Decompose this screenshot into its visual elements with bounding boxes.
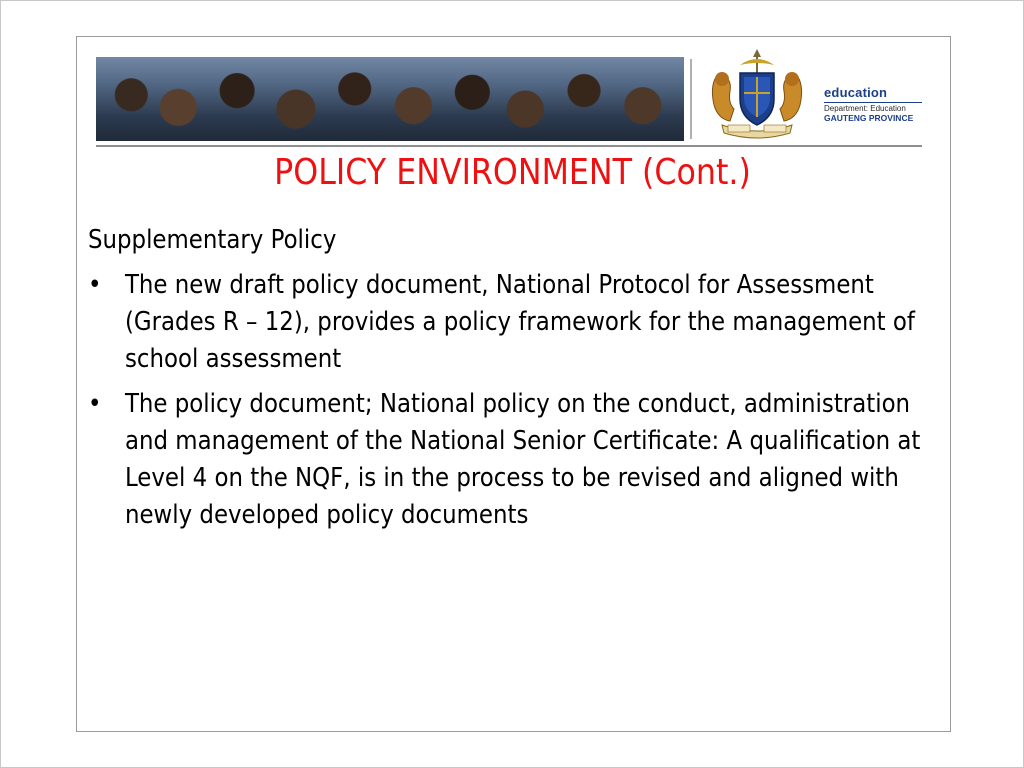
bullet-item — [88, 386, 933, 534]
bullet-mark: • — [88, 389, 102, 419]
bullet-item — [88, 267, 933, 378]
department-name: education — [824, 85, 888, 100]
header-banner — [96, 57, 922, 147]
banner-rule — [96, 145, 922, 147]
slide-body — [88, 222, 948, 542]
department-logo-text — [824, 85, 922, 123]
province-name: GAUTENG PROVINCE — [824, 113, 914, 123]
children-photo — [96, 57, 684, 141]
subheading: Supplementary Policy — [88, 225, 337, 255]
bullet-text: The new draft policy document, National Protocol for Assessment (Grades R – 12), provides a policy framework for the management of school assessment — [124, 270, 915, 374]
bullet-list — [88, 267, 933, 534]
banner-divider — [690, 59, 692, 139]
slide-title: POLICY ENVIRONMENT (Cont.) — [274, 152, 751, 193]
department-subtitle: Department: Education — [824, 102, 922, 113]
bullet-text: The policy document; National policy on the conduct, administration and management of the National Senior Certificate: A qualification at Level 4 on the NQF, is in the process to be revised and aligned with newly developed policy documents — [124, 389, 921, 530]
bullet-mark: • — [88, 270, 102, 300]
coat-of-arms-icon — [702, 47, 812, 143]
